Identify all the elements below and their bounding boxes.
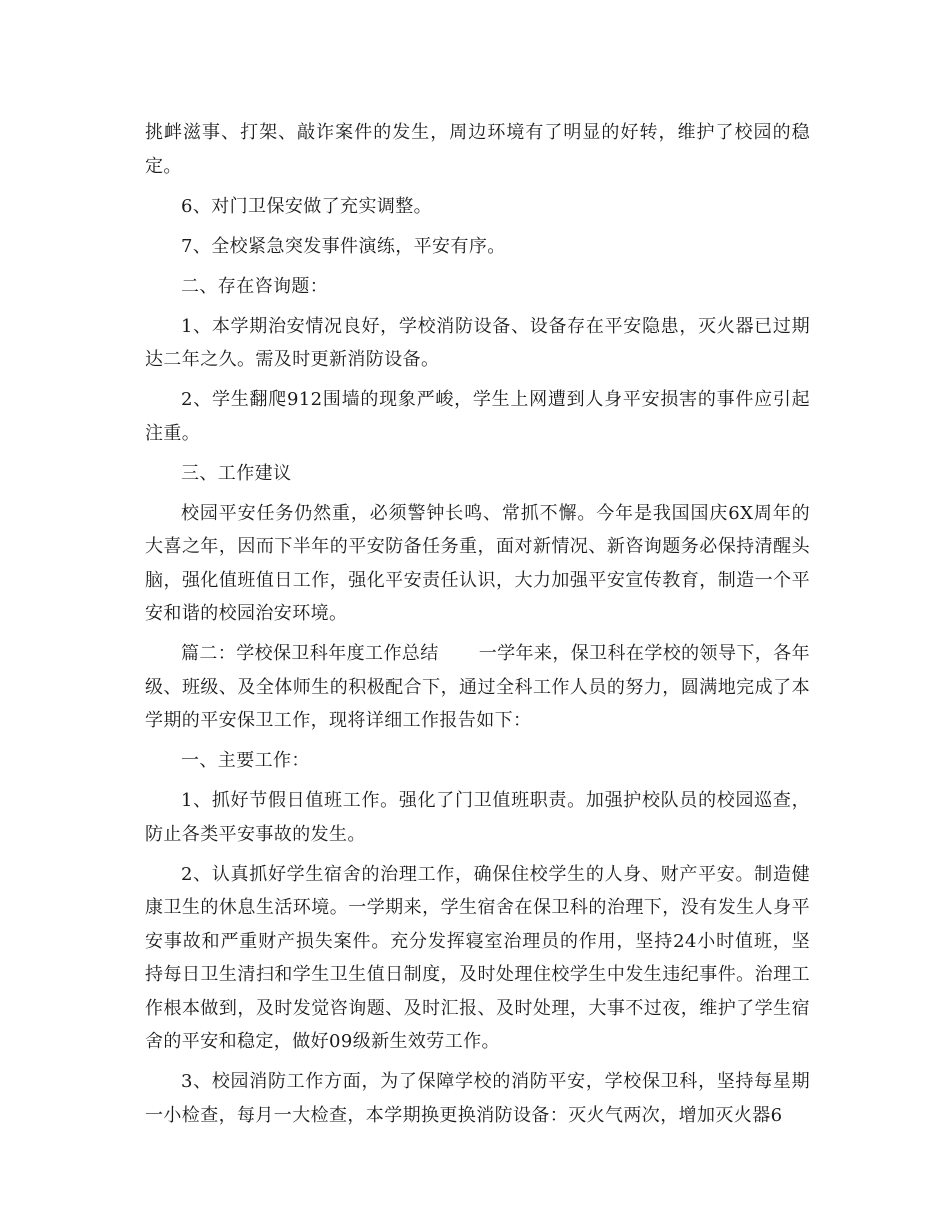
paragraph: 1、抓好节假日值班工作。强化了门卫值班职责。加强护校队员的校园巡查，防止各类平安事故的发生。 — [145, 790, 810, 845]
paragraph: 校园平安任务仍然重，必须警钟长鸣、常抓不懈。今年是我国国庆6X周年的大喜之年，因而下半年的平安防备任务重，面对新情况、新咨询题务必保持清醒头脑，强化值班值日工作，强化平安责任认识，大力加强平安宣传教育，制造一个平安和谐的校园治安环境。 — [145, 502, 810, 624]
section-heading: 三、工作建议 — [181, 462, 292, 484]
paragraph: 1、本学期治安情况良好，学校消防设备、设备存在平安隐患，灭火器已过期达二年之久。需及时更新消防设备。 — [145, 315, 810, 370]
paragraph: 2、认真抓好学生宿舍的治理工作，确保住校学生的人身、财产平安。制造健康卫生的休息生活环境。一学期来，学生宿舍在保卫科的治理下，没有发生人身平安事故和严重财产损失案件。充分发挥寝室治理员的作用，坚持24小时值班，坚持每日卫生清扫和学生卫生值日制度，及时处理住校学生中发生违纪事件。治理工作根本做到，及时发觉咨询题、及时汇报、及时处理，大事不过夜，维护了学生宿舍的平安和稳定，做好09级新生效劳工作。 — [145, 863, 810, 1052]
section-heading: 一、主要工作： — [181, 750, 310, 771]
article-two-title: 篇二：学校保卫科年度工作总结 — [181, 643, 439, 664]
document-body — [145, 116, 810, 1139]
paragraph: 挑衅滋事、打架、敲诈案件的发生，周边环境有了明显的好转，维护了校园的稳定。 — [145, 122, 810, 177]
section-heading: 二、存在咨询题： — [181, 275, 329, 297]
article-two-intro: 一学年来，保卫科在学校的领导下，各年级、班级、及全体师生的积极配合下，通过全科工作人员的努力，圆满地完成了本学期的平安保卫工作，现将详细工作报告如下： — [145, 643, 810, 731]
paragraph: 2、学生翻爬912围墙的现象严峻，学生上网遭到人身平安损害的事件应引起注重。 — [145, 389, 810, 444]
paragraph: 3、校园消防工作方面，为了保障学校的消防平安，学校保卫科，坚持每星期一小检查，每月一大检查，本学期换更换消防设备：灭火气两次，增加灭火器6 — [145, 1071, 810, 1126]
paragraph: 6、对门卫保安做了充实调整。 — [181, 195, 433, 217]
paragraph: 7、全校紧急突发事件演练，平安有序。 — [181, 235, 506, 257]
paragraph-article-two — [145, 637, 810, 738]
